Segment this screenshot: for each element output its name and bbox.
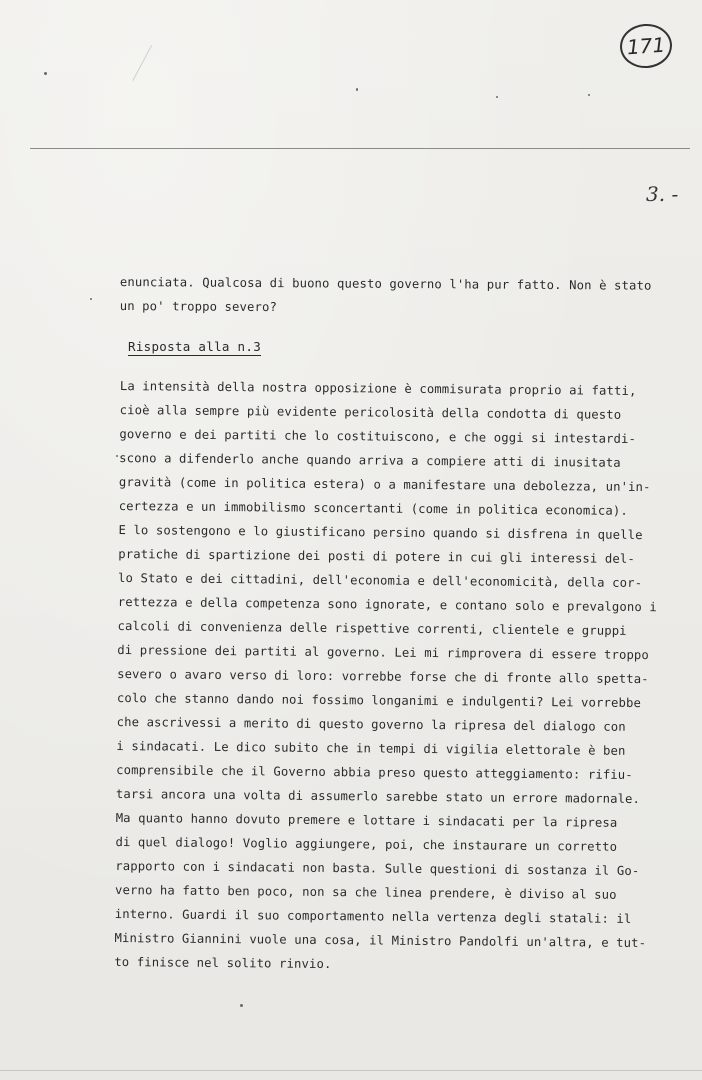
scan-speck: [496, 96, 498, 98]
scan-speck: [90, 298, 92, 300]
scan-speck: [44, 72, 47, 75]
answer-line: rapporto con i sindacati non basta. Sulle questioni di sostanza il Go-: [115, 858, 640, 879]
answer-line: interno. Guardi il suo comportamento nella vertenza degli statali: il: [114, 906, 632, 926]
answer-line: che ascrivessi a merito di questo governo la ripresa del dialogo con: [116, 714, 626, 734]
answer-line: tarsi ancora una volta di assumerlo sarebbe stato un errore madornale.: [115, 786, 641, 807]
pencil-mark: [132, 45, 178, 95]
answer-line: severo o avaro verso di loro: vorrebbe forse che di fronte allo spetta-: [117, 666, 649, 687]
answer-line: di quel dialogo! Voglio aggiungere, poi, che instaurare un corretto: [115, 834, 618, 854]
answer-line: certezza e un immobilismo sconcertanti (come in politica economica).: [118, 498, 628, 518]
scan-speck: [356, 88, 358, 91]
answer-line: cioè alla sempre più evidente pericolosità della condotta di questo: [119, 402, 622, 422]
top-rule: [30, 148, 690, 149]
answer-line: E lo sostengono e lo giustificano persino quando si disfrena in quelle: [118, 522, 643, 543]
answer-line: lo Stato e dei cittadini, dell'economia e dell'economicità, della cor-: [117, 570, 643, 591]
answer-line: governo e dei partiti che lo costituiscono, e che oggi si intestardi-: [119, 426, 637, 446]
answer-line: comprensibile che il Governo abbia preso questo atteggiamento: rifiu-: [116, 762, 633, 782]
answer-paragraph: [114, 374, 657, 979]
scan-speck: [588, 94, 590, 96]
page-number-circled: 171: [619, 22, 674, 70]
intro-paragraph: [119, 270, 652, 322]
answer-line: rettezza e della competenza sono ignorate, e contano solo e prevalgono i: [117, 594, 657, 615]
scan-speck: [116, 455, 118, 457]
answer-line: pratiche di spartizione dei posti di potere in cui gli interessi del-: [118, 546, 635, 566]
answer-line: Ministro Giannini vuole una cosa, il Ministro Pandolfi un'altra, e tut-: [114, 930, 647, 951]
bottom-rule: [0, 1070, 702, 1071]
answer-line: La intensità della nostra opposizione è commisurata proprio ai fatti,: [119, 378, 637, 398]
answer-line: Ma quanto hanno dovuto premere e lottare i sindacati per la ripresa: [115, 810, 618, 830]
intro-line: un po' troppo severo?: [119, 298, 278, 315]
answer-line: i sindacati. Le dico subito che in tempi di vigilia elettorale è ben: [116, 738, 626, 758]
answer-line: to finisce nel solito rinvio.: [114, 954, 332, 972]
answer-line: verno ha fatto ben poco, non sa che linea prendere, è diviso al suo: [114, 882, 617, 902]
section-heading: Risposta alla n.3: [128, 339, 262, 354]
intro-line: enunciata. Qualcosa di buono questo governo l'ha pur fatto. Non è stato: [119, 274, 652, 293]
answer-line: scono a difenderlo anche quando arriva a compiere atti di inusitata: [119, 450, 621, 470]
answer-line: colo che stanno dando noi fossimo longanimi e indulgenti? Lei vorrebbe: [116, 690, 642, 711]
answer-line: gravità (come in politica estera) o a manifestare una debolezza, un'in-: [118, 474, 651, 495]
scan-speck: [240, 1004, 243, 1007]
sheet-number: 3. -: [646, 182, 679, 206]
answer-line: di pressione dei partiti al governo. Lei mi rimprovera di essere troppo: [117, 642, 650, 663]
answer-line: calcoli di convenienza delle rispettive correnti, clientele e gruppi: [117, 618, 627, 638]
